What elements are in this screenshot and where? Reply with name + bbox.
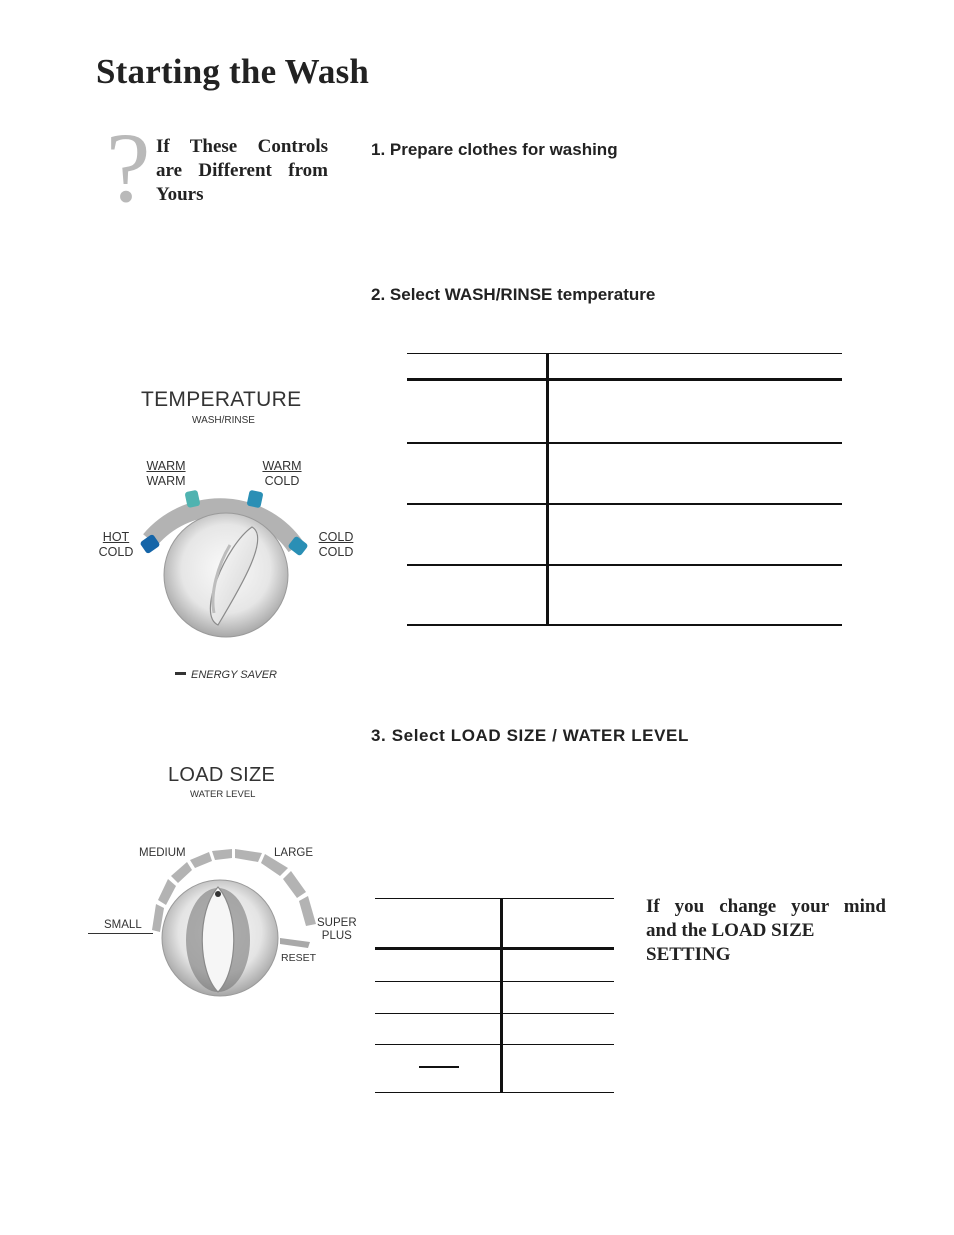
controls-note: [156, 135, 328, 207]
load-table-rule-bottom: [375, 1092, 614, 1093]
load-table-rule-top: [375, 898, 614, 899]
temp-table-divider: [546, 353, 549, 626]
load-table-rule-header: [375, 947, 614, 950]
step-2-heading: 2. Select WASH/RINSE temperature: [371, 285, 656, 304]
controls-note-line-1: If These Controls: [156, 136, 328, 157]
setting-warm-cold-rinse: COLD: [264, 474, 300, 488]
temp-table-rule-row-3: [407, 564, 842, 566]
setting-cold-cold-rinse: COLD: [318, 545, 354, 559]
temp-table-rule-row-2: [407, 503, 842, 505]
warm-cold-marker: [246, 490, 263, 509]
load-change-note: [646, 895, 886, 967]
load-label-medium: MEDIUM: [139, 847, 186, 859]
setting-warm-cold-wash: WARM: [262, 459, 302, 473]
temp-table-rule-top: [407, 353, 842, 354]
load-pointer-tip: [215, 891, 221, 897]
load-dial-subtitle: WATER LEVEL: [190, 789, 256, 800]
energy-saver-label: ENERGY SAVER: [191, 669, 277, 681]
temp-table-rule-row-1: [407, 442, 842, 444]
load-table-rule-row-3: [375, 1044, 614, 1045]
setting-hot-cold-wash: HOT: [102, 530, 130, 544]
load-table-divider: [500, 898, 503, 1093]
temperature-dial[interactable]: [130, 475, 330, 645]
load-note-line-3: SETTING: [646, 944, 731, 965]
step-3-heading: 3. Select LOAD SIZE / WATER LEVEL: [371, 726, 689, 745]
setting-warm-warm-rinse: WARM: [146, 474, 186, 488]
load-dial-title: LOAD SIZE: [168, 764, 276, 786]
load-table-blank-underline: [419, 1066, 459, 1068]
load-table-rule-row-1: [375, 981, 614, 982]
setting-hot-cold-rinse: COLD: [98, 545, 134, 559]
temperature-dial-subtitle: WASH/RINSE: [192, 415, 255, 426]
page-title: Starting the Wash: [96, 52, 370, 91]
controls-note-line-3: Yours: [156, 184, 204, 205]
load-note-line-2: and the LOAD SIZE: [646, 920, 815, 941]
question-mark-icon: ?: [106, 112, 151, 223]
load-note-line-1: If you change your mind: [646, 896, 886, 917]
load-label-super: SUPER: [317, 917, 357, 929]
setting-warm-warm-wash: WARM: [146, 459, 186, 473]
temp-table-rule-header: [407, 378, 842, 381]
load-label-small: SMALL: [104, 919, 142, 931]
load-label-large: LARGE: [274, 847, 313, 859]
energy-saver-mark: [175, 672, 186, 675]
load-label-plus: PLUS: [321, 930, 352, 942]
step-1-heading: 1. Prepare clothes for washing: [371, 140, 618, 159]
load-size-dial[interactable]: [140, 842, 325, 1007]
load-table-rule-row-2: [375, 1013, 614, 1014]
setting-cold-cold-wash: COLD: [318, 530, 354, 544]
load-label-reset: RESET: [281, 952, 317, 964]
energy-saver-legend: [175, 665, 277, 683]
temperature-dial-title: TEMPERATURE: [141, 388, 302, 411]
controls-note-line-2: are Different from: [156, 160, 328, 181]
temp-table-rule-bottom: [407, 624, 842, 626]
